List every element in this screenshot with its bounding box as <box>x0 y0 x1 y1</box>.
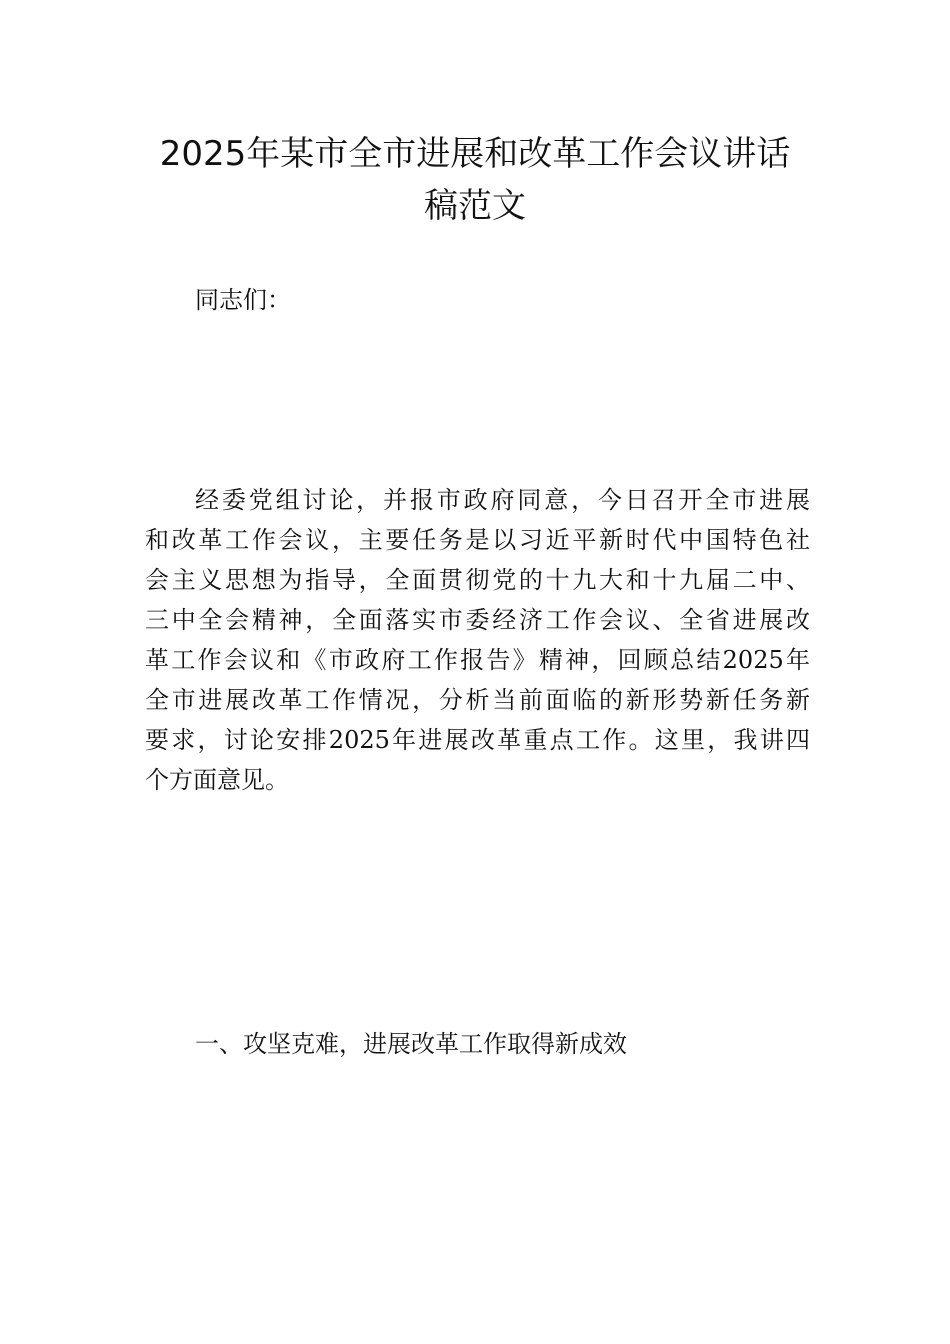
body-paragraph <box>145 480 810 800</box>
paragraph-line: 全市进展改革工作情况，分析当前面临的新形势新任务新 <box>145 686 810 714</box>
paragraph-line: 三中全会精神，全面落实市委经济工作会议、全省进展改 <box>145 606 810 634</box>
title-line: 2025年某市全市进展和改革工作会议讲话 <box>159 134 791 174</box>
section-heading: 一、攻坚克难，进展改革工作取得新成效 <box>195 1030 627 1058</box>
paragraph-line: 革工作会议和《市政府工作报告》精神，回顾总结2025年 <box>145 646 810 674</box>
title-line: 稿范文 <box>424 186 526 226</box>
salutation: 同志们： <box>195 286 291 314</box>
paragraph-line: 会主义思想为指导，全面贯彻党的十九大和十九届二中、 <box>145 566 810 594</box>
paragraph-line: 个方面意见。 <box>145 766 289 794</box>
paragraph-line: 和改革工作会议，主要任务是以习近平新时代中国特色社 <box>145 526 810 554</box>
paragraph-line: 要求，讨论安排2025年进展改革重点工作。这里，我讲四 <box>145 726 810 754</box>
document-title <box>140 128 810 232</box>
paragraph-line: 经委党组讨论，并报市政府同意，今日召开全市进展 <box>195 486 810 514</box>
